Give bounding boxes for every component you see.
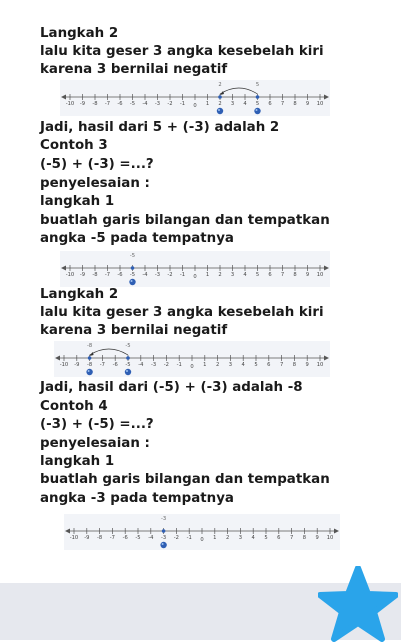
marker-point (88, 356, 92, 360)
tick-label: 9 (315, 535, 319, 541)
equation-text: (-3) + (-5) =...? (40, 417, 154, 432)
tick-label: 8 (293, 101, 297, 107)
tick-label: -6 (122, 535, 128, 541)
tick-label: 9 (305, 272, 310, 278)
marker-label: 2 (218, 82, 222, 88)
number-line-svg (54, 341, 330, 377)
marker-ball (125, 369, 131, 375)
tick-label: -5 (129, 101, 136, 107)
axis-arrow-left (61, 95, 66, 100)
marker-label: -8 (87, 343, 93, 349)
tick-label: -2 (163, 362, 169, 368)
tick-label: -6 (117, 101, 123, 107)
marker-ball-highlight (218, 109, 220, 111)
star-icon (318, 566, 398, 642)
tick-label: 1 (205, 101, 210, 107)
tick-label: -1 (179, 101, 186, 107)
tick-label: -2 (167, 272, 173, 278)
tick-label: 0 (200, 537, 204, 543)
jump-arc (90, 349, 128, 355)
solution-label: penyelesaian : (40, 176, 150, 191)
tick-label: 7 (280, 101, 285, 107)
tick-label: 0 (193, 274, 197, 280)
number-line-1 (60, 80, 330, 116)
tick-label: 8 (302, 535, 307, 541)
marker-ball (129, 279, 135, 285)
tick-label: -2 (173, 535, 179, 541)
tick-label: 2 (218, 272, 222, 278)
tick-label: -8 (92, 101, 98, 107)
axis-arrow-right (324, 266, 329, 271)
tick-label: -3 (154, 101, 161, 107)
marker-label: -3 (161, 516, 167, 522)
step-text: karena 3 bernilai negatif (40, 323, 228, 338)
marker-ball-highlight (126, 370, 128, 372)
step-text: buatlah garis bilangan dan tempatkan (40, 472, 330, 487)
axis-arrow-left (61, 266, 66, 271)
tick-label: 3 (230, 101, 235, 107)
tick-label: -9 (79, 272, 86, 278)
tick-label: -4 (142, 101, 148, 107)
tick-label: 4 (243, 272, 247, 278)
tick-label: 10 (316, 272, 324, 278)
axis-arrow-right (334, 529, 339, 534)
jump-arc (220, 88, 258, 94)
marker-label: -5 (125, 343, 131, 349)
tick-label: 8 (293, 272, 297, 278)
tick-label: 5 (255, 272, 260, 278)
tick-label: -8 (92, 272, 98, 278)
tick-label: -6 (117, 272, 123, 278)
result-text: Jadi, hasil dari (-5) + (-3) adalah -8 (40, 380, 303, 395)
number-line-svg (60, 80, 330, 116)
tick-label: -9 (74, 362, 80, 368)
tick-label: -7 (104, 101, 111, 107)
step-text: angka -5 pada tempatnya (40, 231, 234, 246)
tick-label: 1 (213, 535, 217, 541)
tick-label: -5 (125, 362, 131, 368)
tick-label: -7 (109, 535, 115, 541)
tick-label: -2 (167, 101, 173, 107)
marker-ball (86, 369, 92, 375)
marker-label: -5 (129, 253, 136, 259)
tick-label: 6 (267, 362, 271, 368)
tick-label: 5 (254, 362, 258, 368)
tick-label: 7 (289, 535, 294, 541)
axis-arrow-left (55, 356, 60, 361)
tick-label: 2 (218, 101, 222, 107)
tick-label: 3 (228, 362, 233, 368)
number-line-4 (64, 514, 340, 550)
marker-ball (160, 542, 166, 548)
tick-label: 6 (268, 101, 272, 107)
axis-arrow-right (324, 95, 329, 100)
tick-label: 3 (238, 535, 243, 541)
tick-label: -10 (59, 362, 69, 368)
number-line-svg (64, 514, 340, 550)
marker-point (162, 529, 166, 533)
tick-label: -1 (179, 272, 186, 278)
tick-label: 5 (264, 535, 268, 541)
equation-text: (-5) + (-3) =...? (40, 157, 154, 172)
marker-label: 5 (255, 82, 260, 88)
tick-label: -8 (87, 362, 93, 368)
step-heading: langkah 1 (40, 454, 115, 469)
tick-label: 9 (305, 362, 309, 368)
tick-label: 0 (190, 364, 194, 370)
marker-ball-highlight (88, 370, 90, 372)
tick-label: -7 (104, 272, 111, 278)
tick-label: -9 (84, 535, 90, 541)
jump-arrowhead (90, 352, 94, 356)
tick-label: 8 (292, 362, 297, 368)
tick-label: 2 (215, 362, 220, 368)
tick-label: 7 (280, 272, 285, 278)
step-text: lalu kita geser 3 angka kesebelah kiri (40, 44, 324, 59)
marker-ball-highlight (131, 280, 133, 282)
tick-label: 2 (225, 535, 230, 541)
tick-label: 10 (316, 362, 324, 368)
solution-label: penyelesaian : (40, 436, 150, 451)
tick-label: -4 (138, 362, 144, 368)
tick-label: 10 (326, 535, 334, 541)
tick-label: -5 (135, 535, 141, 541)
step-text: lalu kita geser 3 angka kesebelah kiri (40, 305, 324, 320)
marker-ball (217, 108, 223, 114)
marker-point (256, 95, 260, 99)
tick-label: 10 (316, 101, 324, 107)
jump-arrowhead (220, 91, 224, 95)
tick-label: 7 (279, 362, 284, 368)
number-line-3 (54, 341, 330, 377)
axis-arrow-left (65, 529, 70, 534)
tick-label: -6 (112, 362, 118, 368)
tick-label: 5 (255, 101, 260, 107)
tick-label: -7 (99, 362, 105, 368)
example-heading: Contoh 3 (40, 138, 108, 153)
marker-point (218, 95, 222, 99)
step-text: angka -3 pada tempatnya (40, 491, 234, 506)
tick-label: -3 (161, 535, 167, 541)
tick-label: -10 (69, 535, 79, 541)
step-heading: Langkah 2 (40, 287, 119, 302)
tick-label: 3 (230, 272, 235, 278)
step-heading: Langkah 2 (40, 26, 119, 41)
tick-label: -4 (142, 272, 148, 278)
tick-label: 4 (251, 535, 255, 541)
axis-arrow-right (324, 356, 329, 361)
marker-point (131, 266, 135, 270)
tick-label: 6 (277, 535, 281, 541)
tick-label: 4 (241, 362, 245, 368)
tick-label: -5 (129, 272, 136, 278)
tick-label: 6 (268, 272, 272, 278)
tick-label: 4 (243, 101, 247, 107)
step-text: karena 3 bernilai negatif (40, 62, 228, 77)
tick-label: -10 (65, 272, 75, 278)
marker-point (126, 356, 130, 360)
tick-label: -1 (176, 362, 182, 368)
tick-label: 9 (305, 101, 310, 107)
tick-label: -9 (79, 101, 86, 107)
tick-label: -1 (186, 535, 192, 541)
tick-label: 1 (203, 362, 207, 368)
tick-label: -3 (154, 272, 161, 278)
marker-ball (254, 108, 260, 114)
marker-ball-highlight (256, 109, 258, 111)
example-heading: Contoh 4 (40, 399, 108, 414)
number-line-2 (60, 251, 330, 287)
tick-label: -8 (97, 535, 103, 541)
tick-label: 0 (193, 103, 197, 109)
number-line-svg (60, 251, 330, 287)
result-text: Jadi, hasil dari 5 + (-3) adalah 2 (40, 120, 280, 135)
tick-label: -4 (148, 535, 154, 541)
step-text: buatlah garis bilangan dan tempatkan (40, 213, 330, 228)
tick-label: -3 (151, 362, 157, 368)
tick-label: 1 (205, 272, 210, 278)
step-heading: langkah 1 (40, 194, 115, 209)
tick-label: -10 (65, 101, 75, 107)
marker-ball-highlight (162, 543, 164, 545)
